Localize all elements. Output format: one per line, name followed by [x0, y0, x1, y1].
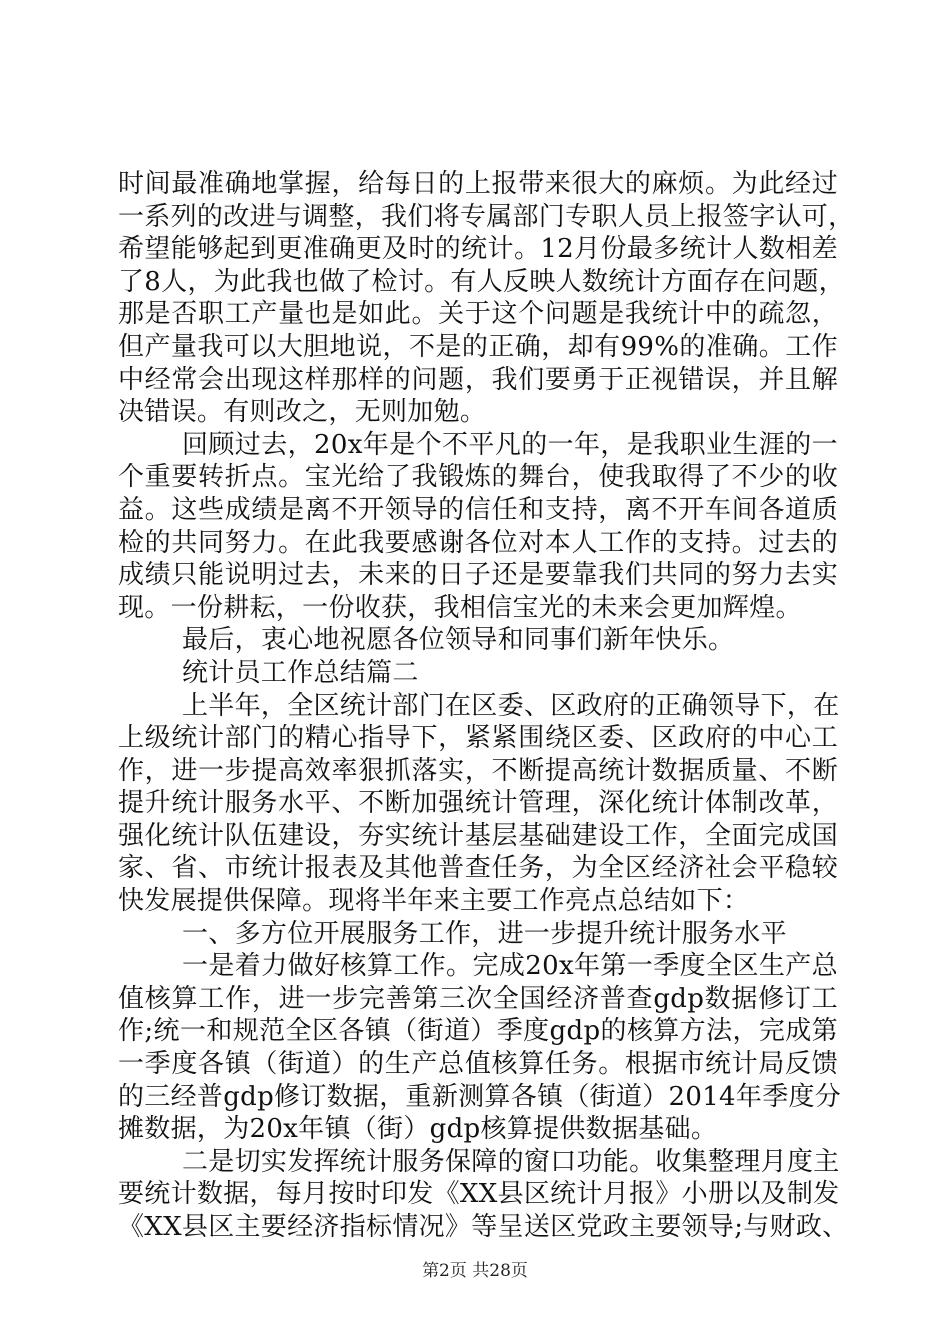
text-line: 决错误。有则改之，无则加勉。 [118, 397, 487, 428]
text-line: 作，进一步提高效率狠抓落实，不断提高统计数据质量、不断 [118, 755, 838, 786]
text-line: 一季度各镇（街道）的生产总值核算任务。根据市统计局反馈 [118, 1049, 838, 1080]
text-line: 现。一份耕耘，一份收获，我相信宝光的未来会更加辉煌。 [118, 592, 802, 623]
text-line: 强化统计队伍建设，夯实统计基层基础建设工作，全面完成国 [118, 820, 838, 851]
text-line: 快发展提供保障。现将半年来主要工作亮点总结如下： [118, 886, 750, 917]
text-line: 作;统一和规范全区各镇（街道）季度gdp的核算方法，完成第 [118, 1016, 838, 1047]
text-line: 值核算工作，进一步完善第三次全国经济普查gdp数据修订工 [118, 983, 838, 1014]
text-line: 那是否职工产量也是如此。关于这个问题是我统计中的疏忽， [118, 299, 838, 330]
text-line: 一是着力做好核算工作。完成20x年第一季度全区生产总 [182, 951, 838, 982]
text-line: 上半年，全区统计部门在区委、区政府的正确领导下，在 [182, 690, 840, 721]
text-line: 摊数据，为20x年镇（街）gdp核算提供数据基础。 [118, 1114, 718, 1145]
section-heading: 统计员工作总结篇二 [182, 657, 419, 688]
text-line: 一系列的改进与调整，我们将专属部门专职人员上报签字认可， [118, 201, 855, 232]
text-line: 了8人，为此我也做了检讨。有人反映人数统计方面存在问题， [118, 266, 845, 297]
text-line: 最后，衷心地祝愿各位领导和同事们新年快乐。 [182, 625, 735, 656]
text-line: 《XX县区主要经济指标情况》等呈送区党政主要领导;与财政、 [118, 1212, 849, 1242]
text-line: 检的共同努力。在此我要感谢各位对本人工作的支持。过去的 [118, 527, 838, 558]
text-line: 个重要转折点。宝光给了我锻炼的舞台，使我取得了不少的收 [118, 462, 838, 493]
text-line: 希望能够起到更准确更及时的统计。12月份最多统计人数相差 [118, 234, 838, 265]
text-line: 上级统计部门的精心指导下，紧紧围绕区委、区政府的中心工 [118, 723, 838, 754]
page-number-footer: 第2页 共28页 [422, 1261, 528, 1281]
text-line: 提升统计服务水平、不断加强统计管理，深化统计体制改革， [118, 788, 838, 819]
text-line: 二是切实发挥统计服务保障的窗口功能。收集整理月度主 [182, 1146, 840, 1177]
subsection-heading: 一、多方位开展服务工作，进一步提升统计服务水平 [182, 918, 787, 949]
text-line: 但产量我可以大胆地说，不是的正确，却有99%的准确。工作 [118, 331, 838, 362]
text-line: 要统计数据，每月按时印发《XX县区统计月报》小册以及制发 [118, 1179, 840, 1210]
text-line: 时间最准确地掌握，给每日的上报带来很大的麻烦。为此经过 [118, 169, 838, 199]
text-line: 家、省、市统计报表及其他普查任务，为全区经济社会平稳较 [118, 853, 838, 884]
text-line: 中经常会出现这样那样的问题，我们要勇于正视错误，并且解 [118, 364, 838, 395]
text-line: 益。这些成绩是离不开领导的信任和支持，离不开车间各道质 [118, 494, 838, 525]
body-text [118, 168, 855, 1244]
text-line: 的三经普gdp修订数据，重新测算各镇（街道）2014年季度分 [118, 1081, 842, 1112]
text-line: 成绩只能说明过去，未来的日子还是要靠我们共同的努力去实 [118, 560, 838, 591]
text-line: 回顾过去，20x年是个不平凡的一年，是我职业生涯的一 [182, 429, 838, 460]
